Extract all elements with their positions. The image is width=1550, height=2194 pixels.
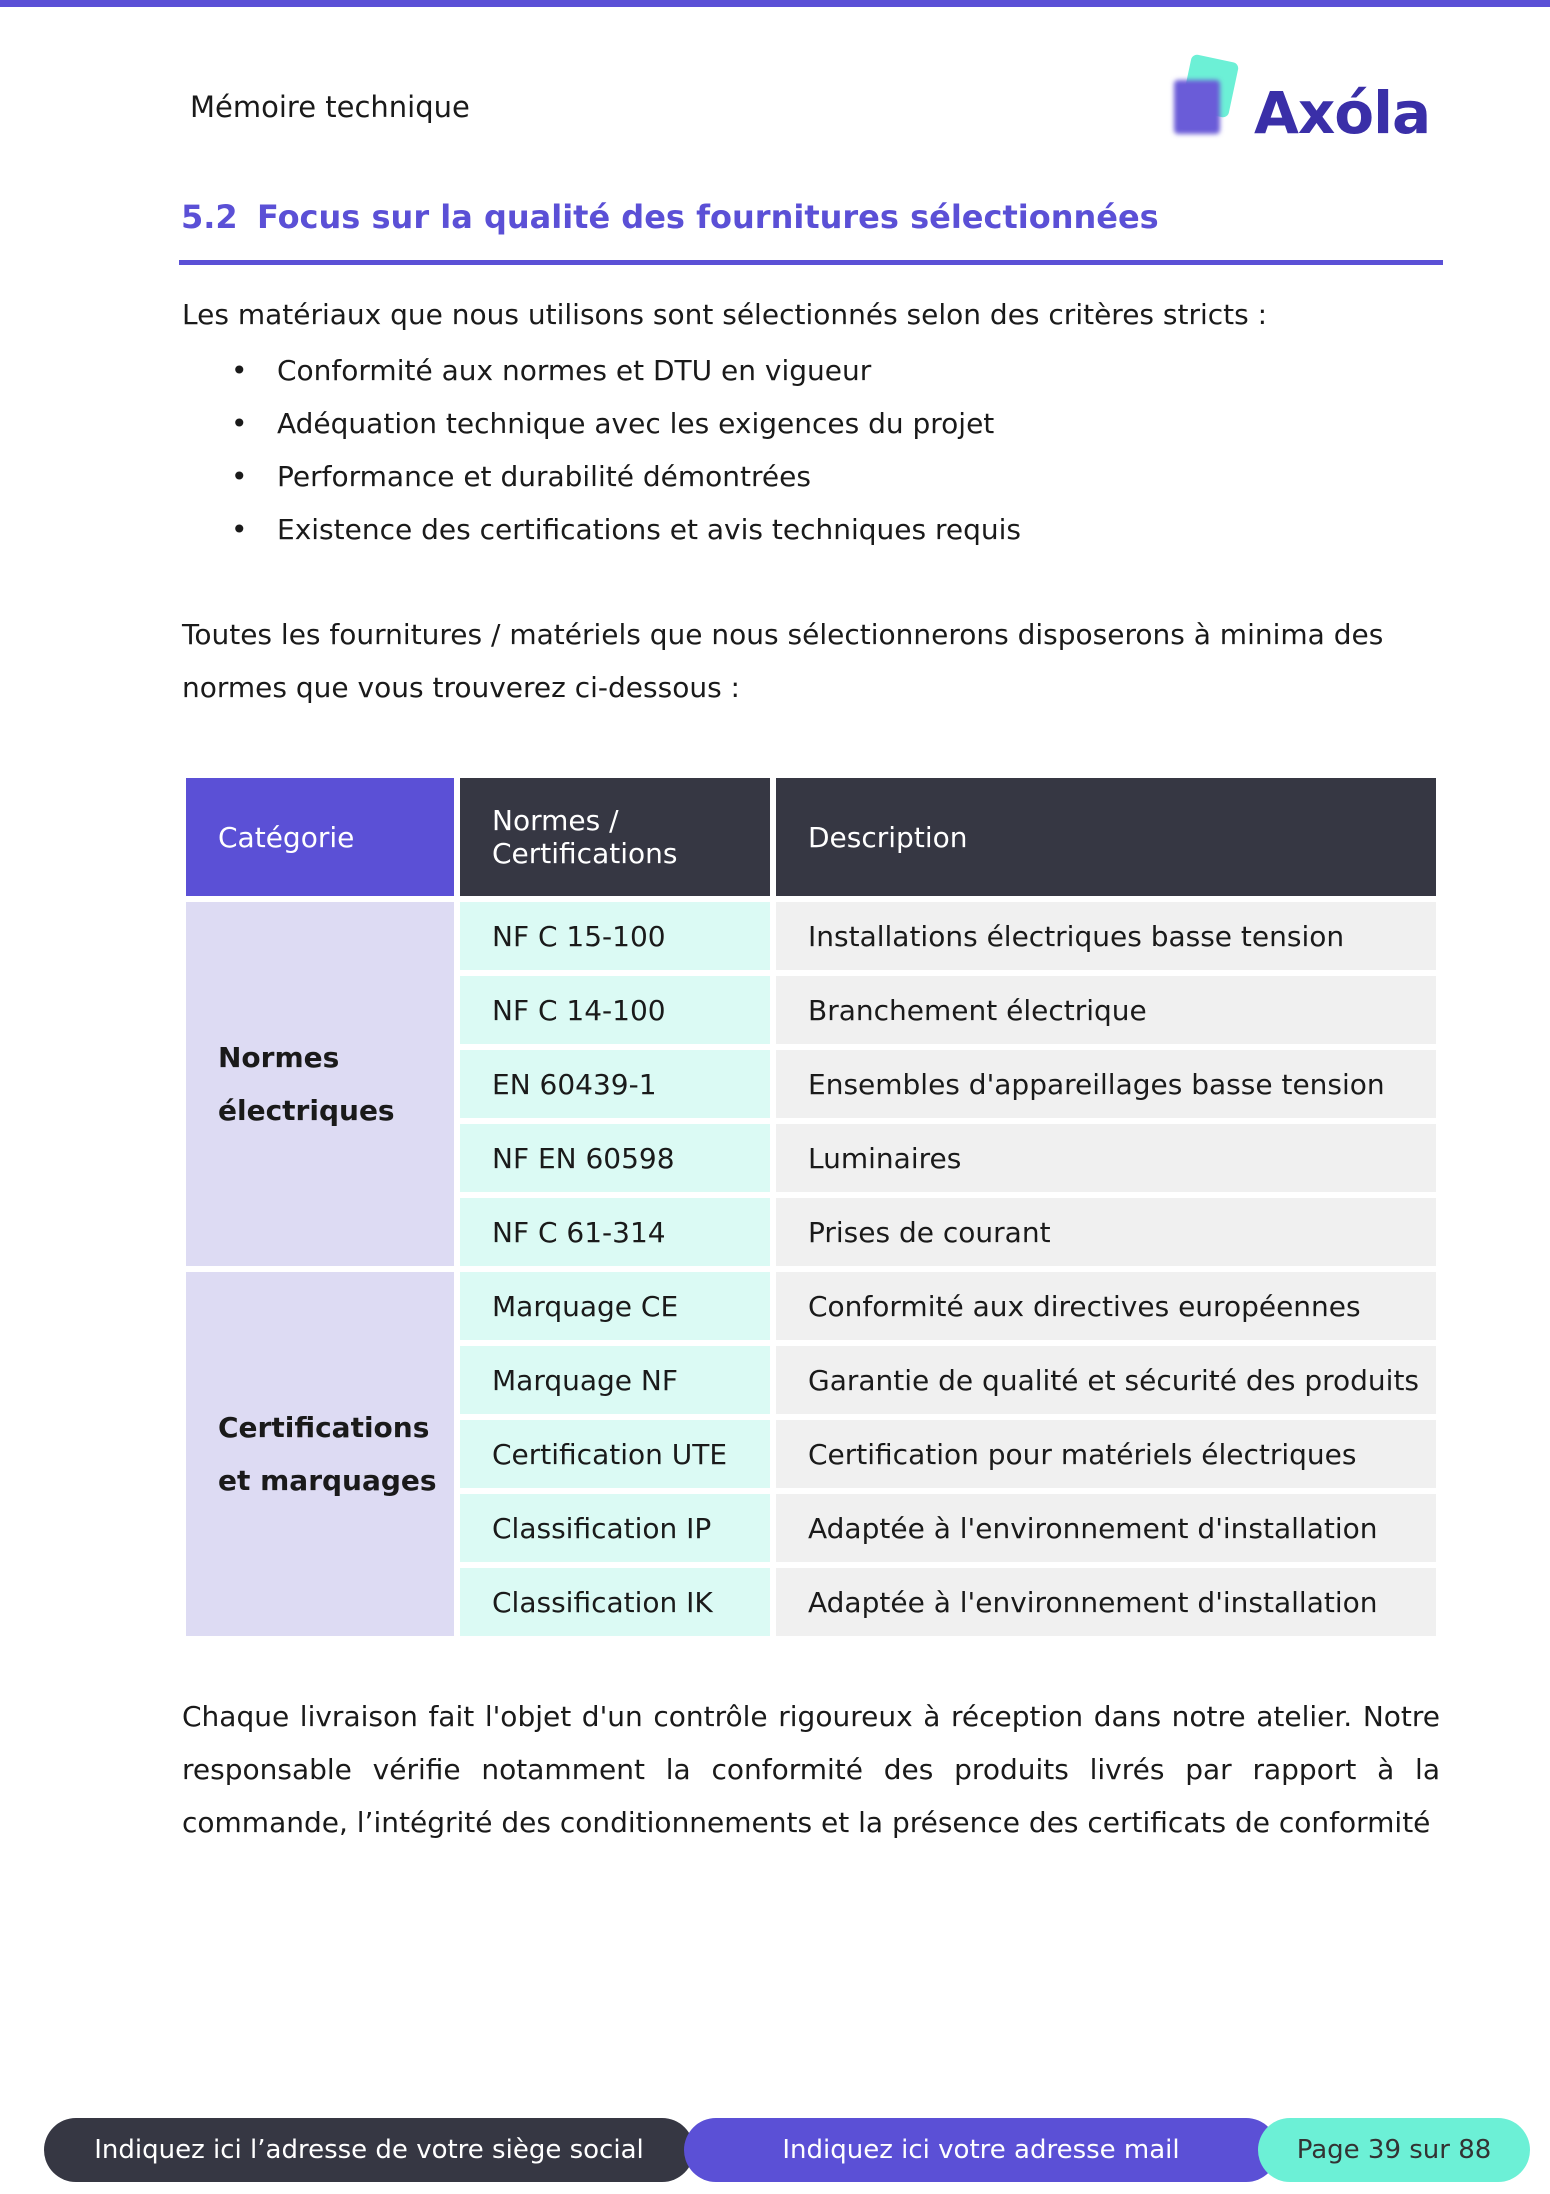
category-cell: Certifications et marquages <box>186 1272 454 1636</box>
criteria-list <box>182 350 1021 562</box>
norm-cell: Marquage NF <box>460 1346 770 1414</box>
description-cell: Adaptée à l'environnement d'installation <box>776 1494 1436 1562</box>
list-item: • Adéquation technique avec les exigences du projet <box>182 403 1021 456</box>
norms-table <box>180 772 1442 1642</box>
norm-cell: Classification IP <box>460 1494 770 1562</box>
column-header-norms: Normes / Certifications <box>460 778 770 896</box>
list-item: • Existence des certifications et avis techniques requis <box>182 509 1021 562</box>
norm-cell: NF C 14-100 <box>460 976 770 1044</box>
description-cell: Installations électriques basse tension <box>776 902 1436 970</box>
norms-intro-paragraph: Toutes les fournitures / matériels que nous sélectionnerons disposerons à minima des normes que vous trouverez ci-dessous : <box>182 618 1384 704</box>
norm-cell: Marquage CE <box>460 1272 770 1340</box>
description-cell: Adaptée à l'environnement d'installation <box>776 1568 1436 1636</box>
section-title <box>181 198 1159 236</box>
document-type-label: Mémoire technique <box>190 90 470 124</box>
footer-page-number: Page 39 sur 88 <box>1258 2118 1530 2182</box>
norm-cell: NF C 15-100 <box>460 902 770 970</box>
norm-cell: NF EN 60598 <box>460 1124 770 1192</box>
norm-cell: NF C 61-314 <box>460 1198 770 1266</box>
description-cell: Prises de courant <box>776 1198 1436 1266</box>
column-header-description: Description <box>776 778 1436 896</box>
description-cell: Branchement électrique <box>776 976 1436 1044</box>
table-header-row <box>186 778 1436 896</box>
table-row <box>186 902 1436 970</box>
brand-logo-text: Axóla <box>1254 79 1431 147</box>
norm-cell: Classification IK <box>460 1568 770 1636</box>
delivery-control-paragraph: Chaque livraison fait l'objet d'un contrôle rigoureux à réception dans notre atelier. Notre responsable vérifie notamment la conformité des produits livrés par rapport à la commande, l’intégrité des conditionnements et la présence des certificats de conformité <box>182 1700 1440 1839</box>
brand-logo <box>1168 52 1431 152</box>
section-number: 5.2 <box>181 198 238 236</box>
norm-cell: EN 60439-1 <box>460 1050 770 1118</box>
list-item: • Conformité aux normes et DTU en vigueur <box>182 350 1021 403</box>
section-title-text: Focus sur la qualité des fournitures sélectionnées <box>257 198 1159 236</box>
category-cell: Normes électriques <box>186 902 454 1266</box>
norm-cell: Certification UTE <box>460 1420 770 1488</box>
description-cell: Garantie de qualité et sécurité des produits <box>776 1346 1436 1414</box>
intro-text: Les matériaux que nous utilisons sont sélectionnés selon des critères stricts : <box>182 298 1268 331</box>
top-accent-bar <box>0 0 1550 7</box>
footer-address: Indiquez ici l’adresse de votre siège social <box>44 2118 694 2182</box>
section-divider <box>179 260 1443 265</box>
description-cell: Certification pour matériels électriques <box>776 1420 1436 1488</box>
column-header-category: Catégorie <box>186 778 454 896</box>
list-item: • Performance et durabilité démontrées <box>182 456 1021 509</box>
axola-logo-icon <box>1168 52 1248 152</box>
footer-email: Indiquez ici votre adresse mail <box>684 2118 1278 2182</box>
description-cell: Luminaires <box>776 1124 1436 1192</box>
description-cell: Conformité aux directives européennes <box>776 1272 1436 1340</box>
table-row <box>186 1272 1436 1340</box>
description-cell: Ensembles d'appareillages basse tension <box>776 1050 1436 1118</box>
